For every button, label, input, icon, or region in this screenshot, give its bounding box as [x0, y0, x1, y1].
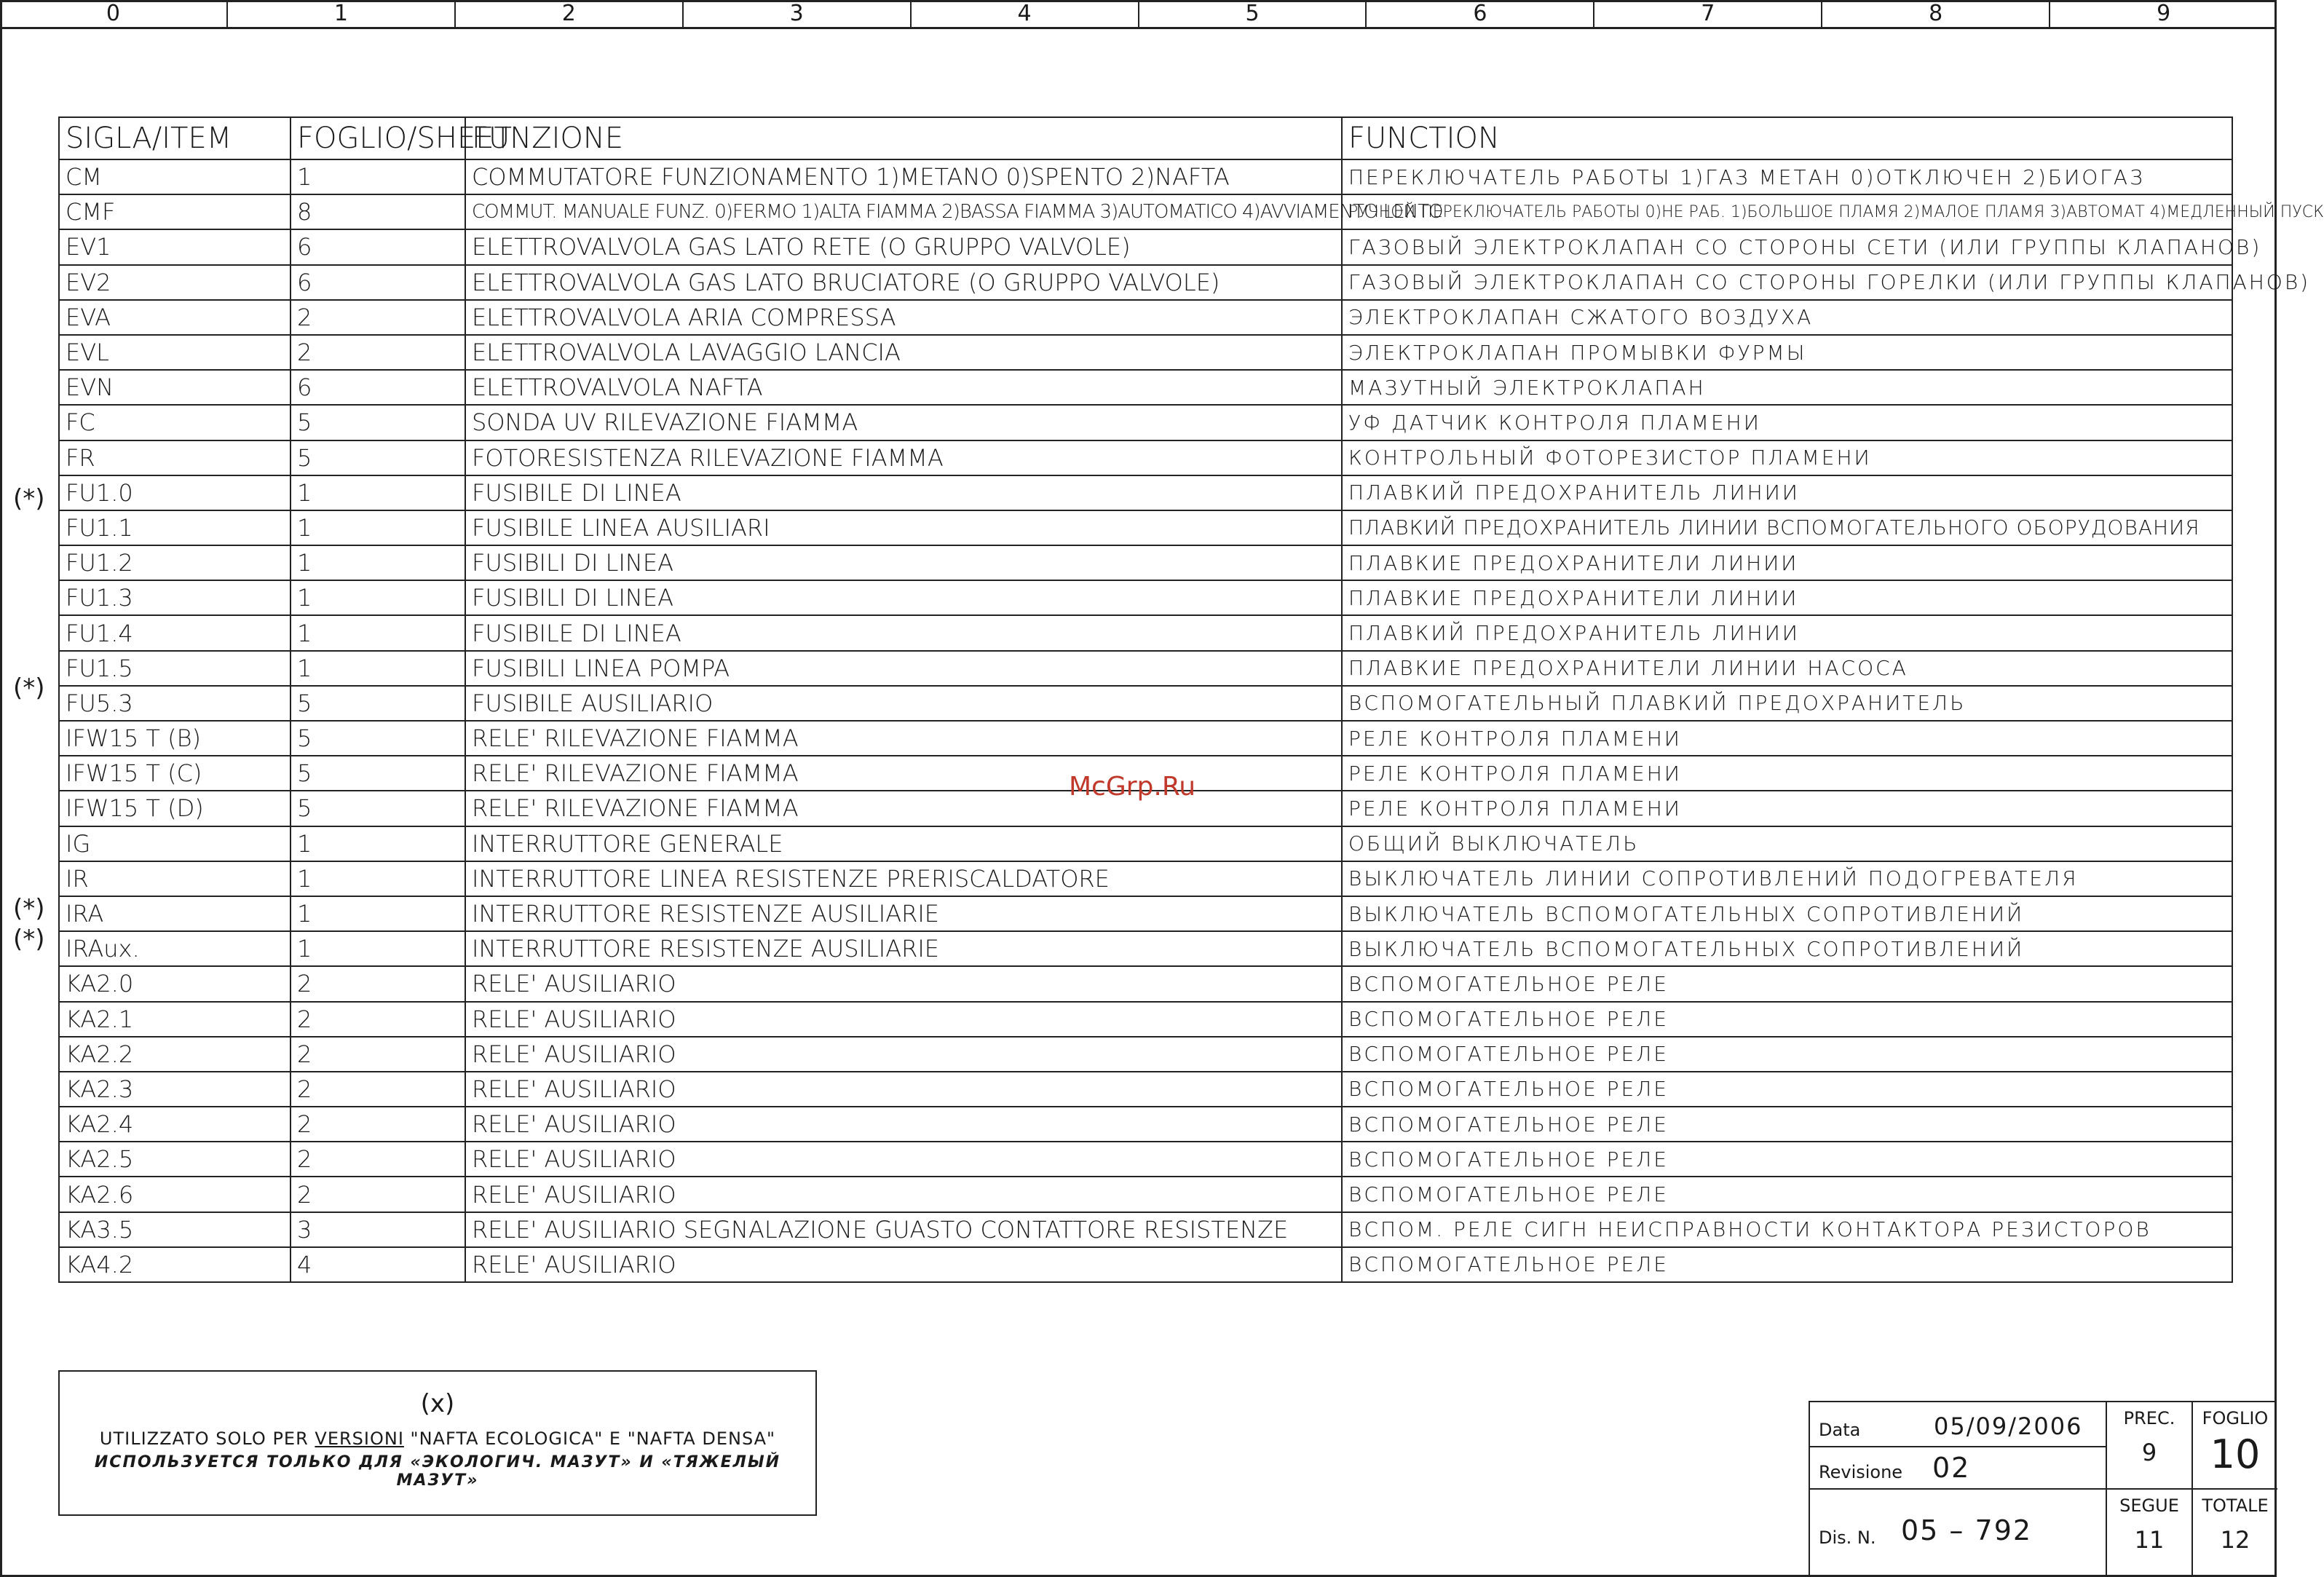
row-function: ВЫКЛЮЧАТЕЛЬ ВСПОМОГАТЕЛЬНЫХ СОПРОТИВЛЕНИЙ	[1342, 896, 2232, 931]
tb-data-label: Data	[1819, 1420, 1861, 1440]
row-item: IFW15 T (C)	[59, 756, 290, 791]
asterisk-marker: (*)	[13, 925, 45, 954]
row-item: CM	[59, 159, 290, 194]
row-funzione: INTERRUTTORE LINEA RESISTENZE PRERISCALDATORE	[465, 861, 1342, 896]
row-item: EVL	[59, 335, 290, 370]
row-sheet: 1	[290, 826, 465, 861]
row-funzione: FUSIBILE LINEA AUSILIARI	[465, 510, 1342, 545]
row-function: ЭЛЕКТРОКЛАПАН СЖАТОГО ВОЗДУХА	[1342, 300, 2232, 335]
row-funzione: RELE' AUSILIARIO	[465, 1247, 1342, 1282]
tb-prec: PREC. 9	[2106, 1402, 2191, 1490]
tb-revisione-value: 02	[1932, 1452, 1971, 1484]
row-item: FU1.1	[59, 510, 290, 545]
table-row	[59, 931, 2232, 966]
header-item: SIGLA/ITEM	[59, 117, 290, 159]
row-sheet: 5	[290, 686, 465, 721]
row-funzione: COMMUT. MANUALE FUNZ. 0)FERMO 1)ALTA FIAMMA 2)BASSA FIAMMA 3)AUTOMATICO 4)AVVIAMENTO LENTO	[465, 194, 1342, 229]
row-function: ГАЗОВЫЙ ЭЛЕКТРОКЛАПАН СО СТОРОНЫ ГОРЕЛКИ (ИЛИ ГРУППЫ КЛАПАНОВ)	[1342, 265, 2232, 300]
row-item: KA2.0	[59, 966, 290, 1001]
row-function: ВСПОМ. РЕЛЕ СИГН НЕИСПРАВНОСТИ КОНТАКТОРА РЕЗИСТОРОВ	[1342, 1212, 2232, 1247]
row-funzione: SONDA UV RILEVAZIONE FIAMMA	[465, 405, 1342, 440]
row-sheet: 6	[290, 229, 465, 264]
row-function: ЭЛЕКТРОКЛАПАН ПРОМЫВКИ ФУРМЫ	[1342, 335, 2232, 370]
row-function: ВЫКЛЮЧАТЕЛЬ ЛИНИИ СОПРОТИВЛЕНИЙ ПОДОГРЕВАТЕЛЯ	[1342, 861, 2232, 896]
row-function: РЕЛЕ КОНТРОЛЯ ПЛАМЕНИ	[1342, 756, 2232, 791]
note-italian: UTILIZZATO SOLO PER VERSIONI "NAFTA ECOLOGICA" E "NAFTA DENSA"	[99, 1428, 776, 1449]
tb-totale: TOTALE 12	[2191, 1490, 2277, 1577]
row-function: ВСПОМОГАТЕЛЬНОЕ РЕЛЕ	[1342, 1177, 2232, 1212]
row-item: FU1.5	[59, 651, 290, 686]
row-sheet: 3	[290, 1212, 465, 1247]
row-item: FU1.2	[59, 545, 290, 580]
row-funzione: RELE' AUSILIARIO	[465, 1142, 1342, 1177]
row-funzione: RELE' AUSILIARIO SEGNALAZIONE GUASTO CONTATTORE RESISTENZE	[465, 1212, 1342, 1247]
header-funzione: FUNZIONE	[465, 117, 1342, 159]
row-funzione: RELE' RILEVAZIONE FIAMMA	[465, 791, 1342, 826]
note-russian: ИСПОЛЬЗУЕТСЯ ТОЛЬКО ДЛЯ «ЭКОЛОГИЧ. МАЗУТ» И «ТЯЖЕЛЫЙ МАЗУТ»	[94, 1453, 781, 1490]
row-sheet: 5	[290, 721, 465, 756]
row-funzione: FOTORESISTENZA RILEVAZIONE FIAMMA	[465, 440, 1342, 475]
table-row	[59, 861, 2232, 896]
row-sheet: 2	[290, 966, 465, 1001]
row-item: KA2.6	[59, 1177, 290, 1212]
row-funzione: RELE' RILEVAZIONE FIAMMA	[465, 721, 1342, 756]
asterisk-marker: (*)	[13, 894, 45, 923]
row-item: EVA	[59, 300, 290, 335]
row-funzione: ELETTROVALVOLA LAVAGGIO LANCIA	[465, 335, 1342, 370]
row-item: EV2	[59, 265, 290, 300]
table-row	[59, 1177, 2232, 1212]
row-funzione: INTERRUTTORE GENERALE	[465, 826, 1342, 861]
row-function: ВСПОМОГАТЕЛЬНОЕ РЕЛЕ	[1342, 1037, 2232, 1072]
table-row	[59, 1212, 2232, 1247]
row-item: KA3.5	[59, 1212, 290, 1247]
row-sheet: 1	[290, 931, 465, 966]
row-sheet: 1	[290, 510, 465, 545]
row-function: ВСПОМОГАТЕЛЬНОЕ РЕЛЕ	[1342, 1072, 2232, 1107]
row-sheet: 6	[290, 370, 465, 405]
asterisk-marker: (*)	[13, 484, 45, 513]
row-funzione: ELETTROVALVOLA GAS LATO BRUCIATORE (O GRUPPO VALVOLE)	[465, 265, 1342, 300]
row-item: KA2.5	[59, 1142, 290, 1177]
row-function: ВЫКЛЮЧАТЕЛЬ ВСПОМОГАТЕЛЬНЫХ СОПРОТИВЛЕНИЙ	[1342, 931, 2232, 966]
tb-foglio: FOGLIO 10	[2191, 1402, 2277, 1490]
row-function: ПЕРЕКЛЮЧАТЕЛЬ РАБОТЫ 1)ГАЗ МЕТАН 0)ОТКЛЮЧЕН 2)БИОГАЗ	[1342, 159, 2232, 194]
row-function: ВСПОМОГАТЕЛЬНОЕ РЕЛЕ	[1342, 1142, 2232, 1177]
row-funzione: FUSIBILI LINEA POMPA	[465, 651, 1342, 686]
row-item: EVN	[59, 370, 290, 405]
table-row	[59, 335, 2232, 370]
row-funzione: ELETTROVALVOLA ARIA COMPRESSA	[465, 300, 1342, 335]
table-row	[59, 475, 2232, 510]
row-function: ПЛАВКИЙ ПРЕДОХРАНИТЕЛЬ ЛИНИИ	[1342, 475, 2232, 510]
ruler-cell: 0	[0, 0, 228, 27]
row-function: ВСПОМОГАТЕЛЬНЫЙ ПЛАВКИЙ ПРЕДОХРАНИТЕЛЬ	[1342, 686, 2232, 721]
row-item: FU5.3	[59, 686, 290, 721]
row-funzione: RELE' AUSILIARIO	[465, 1072, 1342, 1107]
row-sheet: 1	[290, 159, 465, 194]
component-legend-table	[58, 116, 2324, 1283]
tb-revisione-label: Revisione	[1819, 1462, 1903, 1482]
row-function: РЕЛЕ КОНТРОЛЯ ПЛАМЕНИ	[1342, 721, 2232, 756]
row-sheet: 2	[290, 1072, 465, 1107]
table-row	[59, 1072, 2232, 1107]
tb-dis-label: Dis. N.	[1819, 1527, 1876, 1548]
watermark: McGrp.Ru	[1069, 772, 1196, 802]
row-funzione: FUSIBILI DI LINEA	[465, 545, 1342, 580]
row-sheet: 2	[290, 300, 465, 335]
row-sheet: 1	[290, 475, 465, 510]
header-function: FUNCTION	[1342, 117, 2232, 159]
row-item: IG	[59, 826, 290, 861]
row-item: FU1.0	[59, 475, 290, 510]
row-funzione: RELE' AUSILIARIO	[465, 1177, 1342, 1212]
table-row	[59, 651, 2232, 686]
row-function: ОБЩИЙ ВЫКЛЮЧАТЕЛЬ	[1342, 826, 2232, 861]
row-item: IRA	[59, 896, 290, 931]
table-row	[59, 1142, 2232, 1177]
row-function: ПЛАВКИЕ ПРЕДОХРАНИТЕЛИ ЛИНИИ НАСОСА	[1342, 651, 2232, 686]
ruler-cell: 7	[1594, 0, 1822, 27]
table-row	[59, 159, 2232, 194]
row-sheet: 2	[290, 1142, 465, 1177]
table-row	[59, 826, 2232, 861]
table-row	[59, 580, 2232, 615]
row-sheet: 2	[290, 1177, 465, 1212]
row-item: FR	[59, 440, 290, 475]
row-sheet: 5	[290, 756, 465, 791]
ruler-cell: 8	[1822, 0, 2050, 27]
row-function: РУЧНОЙ ПЕРЕКЛЮЧАТЕЛЬ РАБОТЫ 0)НЕ РАБ. 1)БОЛЬШОЕ ПЛАМЯ 2)МАЛОЕ ПЛАМЯ 3)АВТОМАТ 4)МЕДЛЕННЫЙ ПУСК	[1342, 194, 2232, 229]
title-block	[1809, 1401, 2277, 1577]
ruler-cell: 5	[1139, 0, 1367, 27]
row-sheet: 8	[290, 194, 465, 229]
row-function: УФ ДАТЧИК КОНТРОЛЯ ПЛАМЕНИ	[1342, 405, 2232, 440]
row-funzione: ELETTROVALVOLA NAFTA	[465, 370, 1342, 405]
row-sheet: 2	[290, 335, 465, 370]
row-item: FU1.3	[59, 580, 290, 615]
table-row	[59, 510, 2232, 545]
row-function: ВСПОМОГАТЕЛЬНОЕ РЕЛЕ	[1342, 1247, 2232, 1282]
ruler-cell: 2	[456, 0, 684, 27]
table-row	[59, 229, 2232, 264]
row-function: ПЛАВКИЙ ПРЕДОХРАНИТЕЛЬ ЛИНИИ	[1342, 615, 2232, 650]
row-item: FC	[59, 405, 290, 440]
row-function: ПЛАВКИЙ ПРЕДОХРАНИТЕЛЬ ЛИНИИ ВСПОМОГАТЕЛЬНОГО ОБОРУДОВАНИЯ	[1342, 510, 2232, 545]
row-sheet: 1	[290, 545, 465, 580]
row-item: KA2.1	[59, 1002, 290, 1037]
row-sheet: 6	[290, 265, 465, 300]
table-row	[59, 686, 2232, 721]
row-sheet: 1	[290, 896, 465, 931]
row-item: IFW15 T (B)	[59, 721, 290, 756]
tb-dis-value: 05 – 792	[1901, 1514, 2033, 1546]
table-row	[59, 1037, 2232, 1072]
row-function: ВСПОМОГАТЕЛЬНОЕ РЕЛЕ	[1342, 966, 2232, 1001]
table-row	[59, 545, 2232, 580]
table-row	[59, 1247, 2232, 1282]
column-ruler	[0, 0, 2277, 29]
row-sheet: 1	[290, 615, 465, 650]
row-sheet: 2	[290, 1037, 465, 1072]
asterisk-marker: (*)	[13, 673, 45, 703]
row-item: CMF	[59, 194, 290, 229]
row-item: KA4.2	[59, 1247, 290, 1282]
note-box	[58, 1370, 817, 1516]
tb-dis-row	[1810, 1490, 2106, 1577]
row-funzione: COMMUTATORE FUNZIONAMENTO 1)METANO 0)SPENTO 2)NAFTA	[465, 159, 1342, 194]
row-sheet: 5	[290, 791, 465, 826]
row-funzione: RELE' AUSILIARIO	[465, 1037, 1342, 1072]
row-function: ВСПОМОГАТЕЛЬНОЕ РЕЛЕ	[1342, 1107, 2232, 1142]
row-function: ВСПОМОГАТЕЛЬНОЕ РЕЛЕ	[1342, 1002, 2232, 1037]
row-function: МАЗУТНЫЙ ЭЛЕКТРОКЛАПАН	[1342, 370, 2232, 405]
ruler-cell: 1	[228, 0, 456, 27]
row-item: IFW15 T (D)	[59, 791, 290, 826]
row-function: РЕЛЕ КОНТРОЛЯ ПЛАМЕНИ	[1342, 791, 2232, 826]
tb-data-value: 05/09/2006	[1934, 1412, 2083, 1440]
tb-revisione-row	[1810, 1447, 2106, 1490]
ruler-cell: 4	[912, 0, 1139, 27]
row-funzione: RELE' AUSILIARIO	[465, 966, 1342, 1001]
row-function: КОНТРОЛЬНЫЙ ФОТОРЕЗИСТОР ПЛАМЕНИ	[1342, 440, 2232, 475]
ruler-cell: 3	[684, 0, 912, 27]
row-funzione: RELE' AUSILIARIO	[465, 1002, 1342, 1037]
row-funzione: RELE' AUSILIARIO	[465, 1107, 1342, 1142]
row-funzione: FUSIBILE DI LINEA	[465, 475, 1342, 510]
row-sheet: 1	[290, 861, 465, 896]
table-row	[59, 194, 2232, 229]
tb-segue: SEGUE 11	[2106, 1490, 2191, 1577]
row-funzione: INTERRUTTORE RESISTENZE AUSILIARIE	[465, 931, 1342, 966]
row-funzione: FUSIBILE AUSILIARIO	[465, 686, 1342, 721]
table-row	[59, 896, 2232, 931]
row-funzione: INTERRUTTORE RESISTENZE AUSILIARIE	[465, 896, 1342, 931]
header-sheet: FOGLIO/SHEET	[290, 117, 465, 159]
row-funzione: ELETTROVALVOLA GAS LATO RETE (O GRUPPO VALVOLE)	[465, 229, 1342, 264]
row-item: KA2.4	[59, 1107, 290, 1142]
table-row	[59, 265, 2232, 300]
table-row	[59, 966, 2232, 1001]
table-row	[59, 1002, 2232, 1037]
row-sheet: 1	[290, 651, 465, 686]
row-funzione: FUSIBILI DI LINEA	[465, 580, 1342, 615]
table-row	[59, 405, 2232, 440]
table-row	[59, 440, 2232, 475]
row-funzione: RELE' RILEVAZIONE FIAMMA	[465, 756, 1342, 791]
row-function: ПЛАВКИЕ ПРЕДОХРАНИТЕЛИ ЛИНИИ	[1342, 580, 2232, 615]
row-sheet: 4	[290, 1247, 465, 1282]
row-sheet: 5	[290, 405, 465, 440]
table-header-row	[59, 117, 2232, 159]
row-function: ГАЗОВЫЙ ЭЛЕКТРОКЛАПАН СО СТОРОНЫ СЕТИ (ИЛИ ГРУППЫ КЛАПАНОВ)	[1342, 229, 2232, 264]
row-sheet: 2	[290, 1002, 465, 1037]
row-sheet: 2	[290, 1107, 465, 1142]
row-sheet: 1	[290, 580, 465, 615]
row-item: KA2.2	[59, 1037, 290, 1072]
row-item: KA2.3	[59, 1072, 290, 1107]
ruler-cell: 9	[2157, 1, 2171, 26]
row-item: EV1	[59, 229, 290, 264]
row-item: FU1.4	[59, 615, 290, 650]
table-row	[59, 370, 2232, 405]
table-row	[59, 1107, 2232, 1142]
row-item: IRAux.	[59, 931, 290, 966]
table-row	[59, 300, 2232, 335]
note-symbol: (x)	[420, 1389, 455, 1418]
row-function: ПЛАВКИЕ ПРЕДОХРАНИТЕЛИ ЛИНИИ	[1342, 545, 2232, 580]
row-funzione: FUSIBILE DI LINEA	[465, 615, 1342, 650]
ruler-cell: 6	[1367, 0, 1594, 27]
row-sheet: 5	[290, 440, 465, 475]
tb-data-row	[1810, 1402, 2106, 1447]
table-row	[59, 615, 2232, 650]
row-item: IR	[59, 861, 290, 896]
table-row	[59, 721, 2232, 756]
